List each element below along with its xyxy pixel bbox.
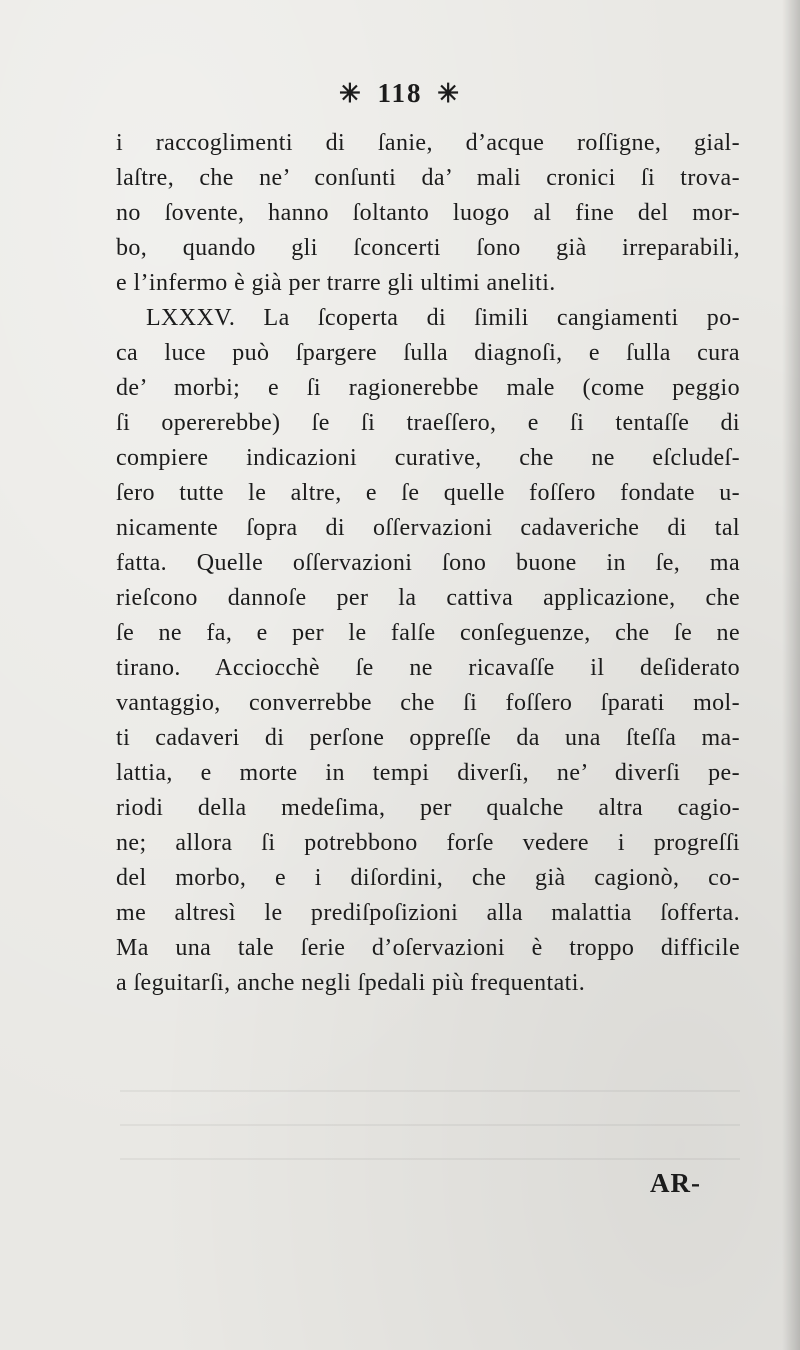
text-line: rieſcono dannoſe per la cattiva applicazione, che xyxy=(116,585,740,611)
ornament-left-icon: ✳ xyxy=(338,79,363,108)
text-line: bo, quando gli ſconcerti ſono già irreparabili, xyxy=(116,235,740,261)
text-line: ne; allora ſi potrebbono forſe vedere i progreſſi xyxy=(116,830,740,856)
text-line: nicamente ſopra di oſſervazioni cadaveriche di tal xyxy=(116,515,740,541)
text-line: de’ morbi; e ſi ragionerebbe male (come peggio xyxy=(116,375,740,401)
text-line: del morbo, e i diſordini, che già cagionò, co- xyxy=(116,865,740,891)
text-line: a ſeguitarſi, anche negli ſpedali più frequentati. xyxy=(116,970,586,996)
text-line: vantaggio, converrebbe che ſi foſſero ſparati mol- xyxy=(116,690,740,716)
text-line: compiere indicazioni curative, che ne eſcludeſ- xyxy=(116,445,740,471)
text-line: tirano. Acciocchè ſe ne ricavaſſe il deſiderato xyxy=(116,655,740,681)
text-line: ca luce può ſpargere ſulla diagnoſi, e ſulla cura xyxy=(116,340,740,366)
text-line: riodi della medeſima, per qualche altra cagio- xyxy=(116,795,740,821)
text-line: ſero tutte le altre, e ſe quelle foſſero fondate u- xyxy=(116,480,740,506)
page-number: 118 xyxy=(377,78,423,108)
text-line: laſtre, che ne’ conſunti da’ mali cronici ſi trova- xyxy=(116,165,740,191)
text-line: fatta. Quelle oſſervazioni ſono buone in ſe, ma xyxy=(116,550,740,576)
section-heading-line: LXXXV. La ſcoperta di ſimili cangiamenti po- xyxy=(146,305,740,331)
text-line: ſi opererebbe) ſe ſi traeſſero, e ſi tentaſſe di xyxy=(116,410,740,436)
page-edge-shadow xyxy=(782,0,800,1350)
catchword: AR- xyxy=(650,1168,701,1198)
text-line: lattia, e morte in tempi diverſi, ne’ diverſi pe- xyxy=(116,760,740,786)
body-text xyxy=(116,126,740,1001)
bleed-through-shadow xyxy=(120,1090,740,1160)
text-line: ti cadaveri di perſone oppreſſe da una ſteſſa ma- xyxy=(116,725,740,751)
text-line: ſe ne fa, e per le falſe conſeguenze, che ſe ne xyxy=(116,620,740,646)
page-header xyxy=(0,78,800,109)
text-line: me altresì le prediſpoſizioni alla malattia ſofferta. xyxy=(116,900,740,926)
text-line: e l’infermo è già per trarre gli ultimi aneliti. xyxy=(116,270,556,296)
text-line: Ma una tale ſerie d’oſervazioni è troppo difficile xyxy=(116,935,740,961)
text-line: i raccoglimenti di ſanie, d’acque roſſigne, gial- xyxy=(116,130,740,156)
ornament-right-icon: ✳ xyxy=(437,79,462,108)
text-line: no ſovente, hanno ſoltanto luogo al fine del mor- xyxy=(116,200,740,226)
